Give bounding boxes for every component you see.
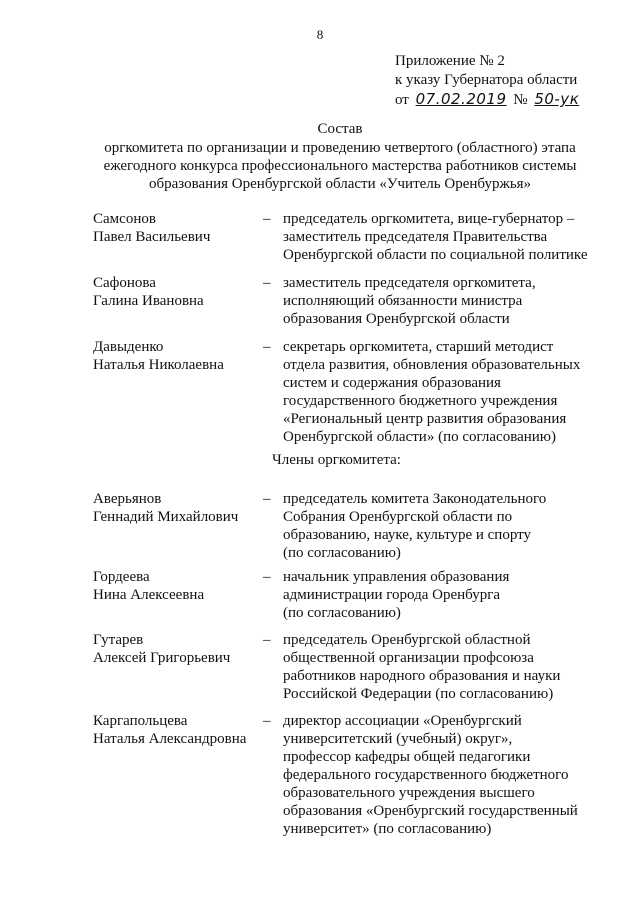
person-surname: Каргапольцева — [93, 713, 188, 729]
desc-line: председатель оргкомитета, вице-губернатор – — [283, 211, 575, 227]
desc-line: исполняющий обязанности министра — [283, 293, 523, 309]
desc-line: образования «Оренбургский государственный — [283, 803, 578, 819]
desc-line: (по согласованию) — [283, 605, 401, 621]
handwritten-date: 07.02.2019 — [415, 90, 507, 108]
person-given-names: Нина Алексеевна — [93, 587, 205, 603]
desc-line: федерального государственного бюджетного — [283, 767, 569, 783]
number-label: № — [513, 92, 528, 108]
desc-line: (по согласованию) — [283, 545, 401, 561]
dash-separator: – — [263, 211, 271, 227]
desc-line: директор ассоциации «Оренбургский — [283, 713, 522, 729]
person-description — [283, 712, 613, 838]
appendix-title: Приложение № 2 — [395, 53, 505, 69]
person-surname: Давыденко — [93, 339, 164, 355]
document-title — [60, 120, 620, 193]
person-description — [283, 274, 613, 328]
desc-line: отдела развития, обновления образовательных — [283, 357, 581, 373]
desc-line: администрации города Оренбурга — [283, 587, 501, 603]
desc-line: председатель комитета Законодательного — [283, 491, 547, 507]
person-name — [93, 490, 263, 526]
person-given-names: Геннадий Михайлович — [93, 509, 239, 525]
dash-separator: – — [263, 569, 271, 585]
appendix-date-line — [395, 90, 582, 110]
person-given-names: Наталья Александровна — [93, 731, 247, 747]
title-line-1: Состав — [317, 121, 363, 137]
desc-line: Российской Федерации (по согласованию) — [283, 686, 554, 702]
person-name — [93, 568, 263, 604]
title-line-2: оргкомитета по организации и проведению четвертого (областного) этапа — [104, 140, 576, 156]
desc-line: образования Оренбургской области — [283, 311, 510, 327]
title-line-3: ежегодного конкурса профессионального мастерства работников системы — [103, 158, 577, 174]
desc-line: работников народного образования и науки — [283, 668, 561, 684]
handwritten-number: 50-ук — [534, 90, 580, 108]
appendix-header — [395, 52, 582, 110]
dash-separator: – — [263, 713, 271, 729]
person-description — [283, 210, 613, 264]
person-description — [283, 338, 613, 446]
person-name — [93, 631, 263, 667]
desc-line: начальник управления образования — [283, 569, 510, 585]
desc-line: заместитель председателя Правительства — [283, 229, 548, 245]
person-surname: Аверьянов — [93, 491, 162, 507]
desc-line: общественной организации профсоюза — [283, 650, 534, 666]
person-surname: Гордеева — [93, 569, 150, 585]
person-description — [283, 631, 613, 703]
desc-line: председатель Оренбургской областной — [283, 632, 531, 648]
desc-line: секретарь оргкомитета, старший методист — [283, 339, 554, 355]
page-number: 8 — [316, 27, 324, 42]
desc-line: университетский (учебный) округ», — [283, 731, 513, 747]
desc-line: государственного бюджетного учреждения — [283, 393, 558, 409]
desc-line: образованию, науке, культуре и спорту — [283, 527, 531, 543]
desc-line: заместитель председателя оргкомитета, — [283, 275, 536, 291]
person-surname: Гутарев — [93, 632, 144, 648]
person-description — [283, 568, 613, 622]
dash-separator: – — [263, 275, 271, 291]
appendix-decree-ref: к указу Губернатора области — [395, 72, 578, 88]
person-given-names: Галина Ивановна — [93, 293, 204, 309]
dash-separator: – — [263, 491, 271, 507]
dash-separator: – — [263, 339, 271, 355]
desc-line: образовательного учреждения высшего — [283, 785, 535, 801]
person-surname: Самсонов — [93, 211, 156, 227]
person-given-names: Наталья Николаевна — [93, 357, 224, 373]
person-name — [93, 712, 263, 748]
person-given-names: Павел Васильевич — [93, 229, 211, 245]
desc-line: Оренбургской области по социальной политике — [283, 247, 588, 263]
person-name — [93, 338, 263, 374]
from-label: от — [395, 92, 409, 108]
desc-line: «Региональный центр развития образования — [283, 411, 567, 427]
desc-line: систем и содержания образования — [283, 375, 501, 391]
title-line-4: образования Оренбургской области «Учитель Оренбуржья» — [148, 176, 532, 192]
person-name — [93, 210, 263, 246]
desc-line: Оренбургской области» (по согласованию) — [283, 429, 557, 445]
desc-line: университет» (по согласованию) — [283, 821, 492, 837]
desc-line: профессор кафедры общей педагогики — [283, 749, 531, 765]
person-description — [283, 490, 613, 562]
desc-line: Собрания Оренбургской области по — [283, 509, 513, 525]
members-heading: Члены оргкомитета: — [272, 452, 401, 468]
person-name — [93, 274, 263, 310]
dash-separator: – — [263, 632, 271, 648]
person-surname: Сафонова — [93, 275, 156, 291]
person-given-names: Алексей Григорьевич — [93, 650, 231, 666]
